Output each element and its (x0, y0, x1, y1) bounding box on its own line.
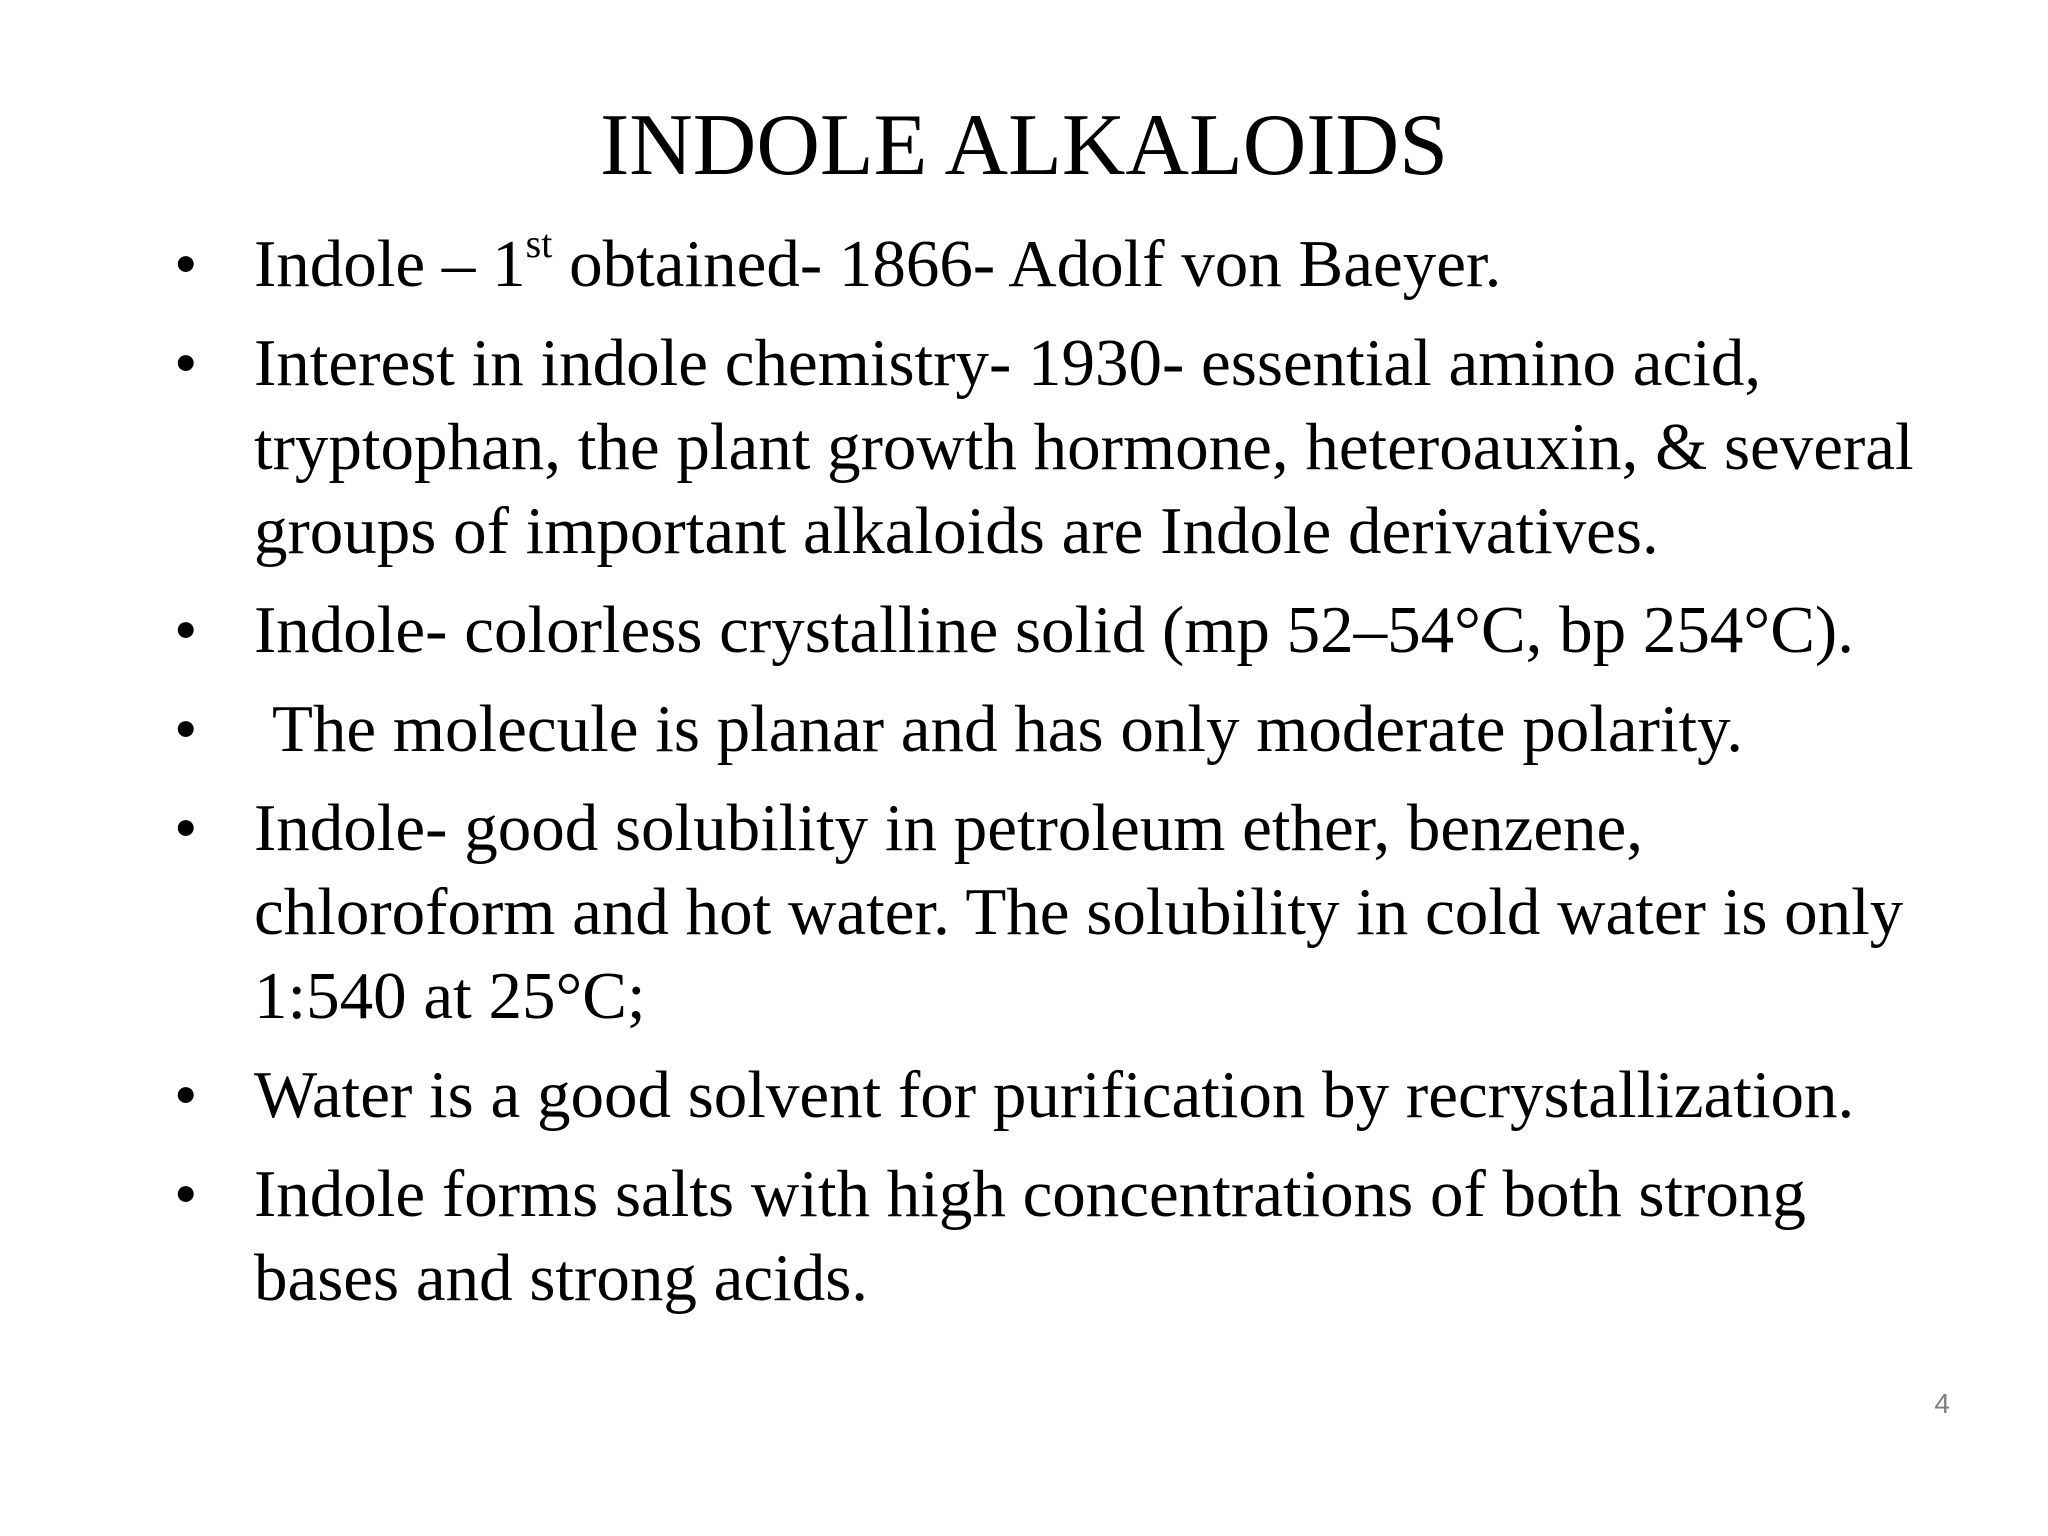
bullet-text: Interest in indole chemistry- 1930- essential amino acid, tryptophan, the plant growth hormone, heteroauxin, & several groups of important alkaloids are Indole derivatives. (254, 326, 1914, 568)
bullet-text (254, 220, 1502, 301)
bullet-marker: • (174, 692, 198, 766)
bullet-text: Indole- good solubility in petroleum ether, benzene, chloroform and hot water. The solubility in cold water is only 1:540 at 25°C; (254, 791, 1904, 1033)
superscript: st (525, 220, 553, 266)
bullet-text: Indole- colorless crystalline solid (mp 52–54°C, bp 254°C). (254, 593, 1854, 667)
page-number: 4 (1934, 1388, 1950, 1419)
bullet-item (170, 588, 1930, 672)
bullet-item (170, 321, 1930, 573)
bullet-marker: • (174, 593, 198, 667)
bullet-item (170, 687, 1930, 771)
bullet-marker: • (174, 1058, 198, 1132)
bullet-item (170, 786, 1930, 1038)
bullet-text: The molecule is planar and has only moderate polarity. (272, 692, 1744, 766)
bullet-text: Water is a good solvent for purification by recrystallization. (254, 1058, 1855, 1132)
bullet-item (170, 1053, 1930, 1137)
bullet-text-part: Indole – 1 (254, 227, 526, 301)
bullet-marker: • (174, 326, 198, 400)
bullet-text: Indole forms salts with high concentrations of both strong bases and strong acids. (254, 1157, 1806, 1315)
bullet-text-part: obtained- 1866- Adolf von Baeyer. (552, 227, 1502, 301)
bullet-marker: • (174, 791, 198, 865)
bullet-item (170, 222, 1930, 306)
bullet-marker: • (174, 227, 198, 301)
bullet-item (170, 1152, 1930, 1320)
slide-title: INDOLE ALKALOIDS (599, 97, 1449, 194)
bullet-marker: • (174, 1157, 198, 1231)
bullet-list (170, 222, 1930, 1335)
